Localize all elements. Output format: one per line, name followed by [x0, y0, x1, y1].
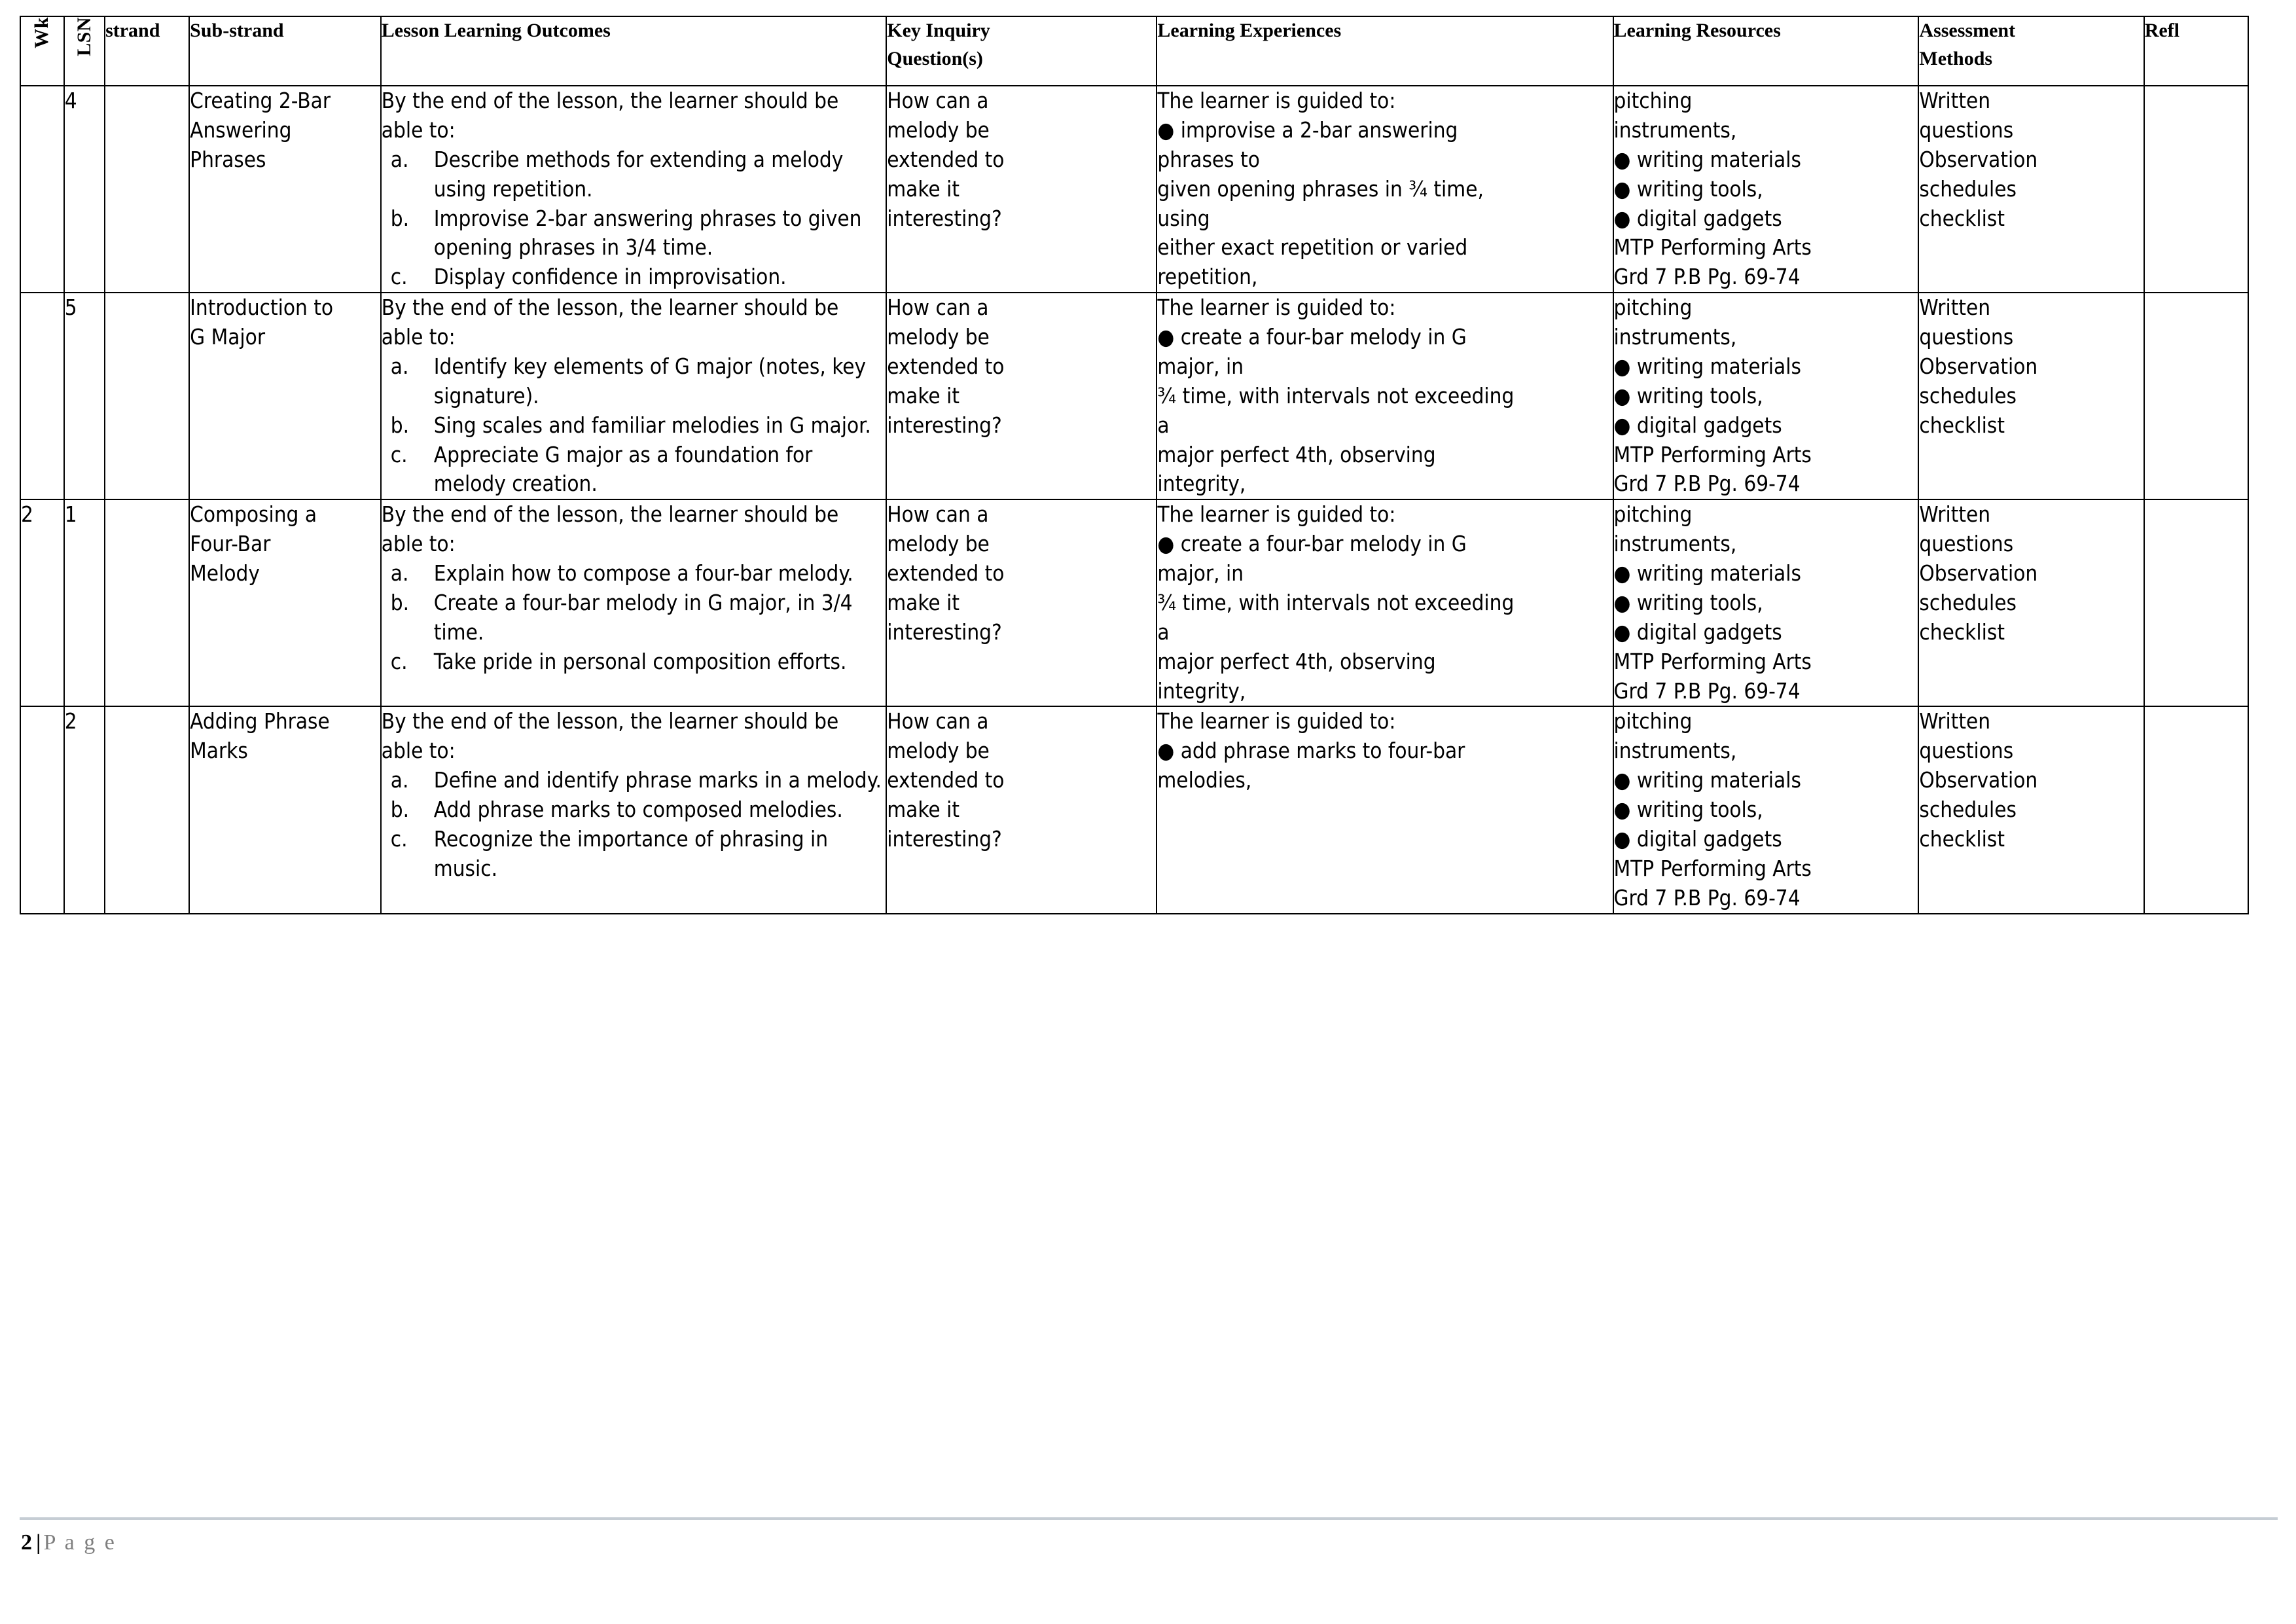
key-inquiry-line: melody be: [887, 531, 990, 557]
learning-resource-line: pitching: [1613, 295, 1693, 321]
learning-experience-line: major perfect 4th, observing: [1157, 441, 1436, 467]
learning-resource-line: MTP Performing Arts: [1613, 441, 1812, 467]
learning-experience-line: ● create a four-bar melody in G: [1157, 531, 1467, 557]
assessment-method-line: checklist: [1919, 619, 2005, 645]
column-header-assessment-methods: [1918, 16, 2144, 86]
assessment-method-line: questions: [1919, 117, 2014, 143]
learning-resource-line: pitching: [1613, 708, 1693, 734]
key-inquiry-line: melody be: [887, 117, 990, 143]
learning-resource-line: instruments,: [1613, 324, 1737, 350]
learning-experience-line: major perfect 4th, observing: [1157, 648, 1436, 674]
page-footer: [21, 1530, 117, 1555]
cell-lesson-number: 2: [64, 706, 105, 913]
key-inquiry-line: How can a: [887, 501, 989, 528]
column-header-assessment-line1: Assessment: [1919, 20, 2016, 41]
learning-experience-line: ¾ time, with intervals not exceeding: [1157, 589, 1515, 615]
assessment-method-line: Written: [1919, 295, 1991, 321]
learning-resource-line: instruments,: [1613, 117, 1737, 143]
cell-lesson-learning-outcomes: [381, 293, 886, 499]
learning-resource-line: ● writing materials: [1613, 767, 1801, 793]
column-header-sub-strand: Sub-strand: [189, 16, 381, 86]
learning-outcome-list: [382, 145, 886, 292]
learning-resource-line: ● writing tools,: [1613, 382, 1763, 408]
learning-experience-line: phrases to: [1157, 146, 1260, 172]
column-header-learning-experiences: Learning Experiences: [1157, 16, 1613, 86]
header-row: [20, 16, 2248, 86]
column-header-lsn: [64, 16, 105, 86]
column-header-refl: Refl: [2144, 16, 2248, 86]
cell-key-inquiry-question: [886, 293, 1157, 499]
key-inquiry-line: How can a: [887, 708, 989, 734]
learning-outcome-intro: By the end of the lesson, the learner should be able to:: [381, 295, 839, 350]
assessment-method-line: Written: [1919, 501, 1991, 528]
learning-outcome-text: Recognize the importance of phrasing in music.: [433, 825, 829, 881]
cell-week: [20, 706, 64, 913]
key-inquiry-line: interesting?: [887, 619, 1002, 645]
learning-experience-line: ● add phrase marks to four-bar: [1157, 738, 1465, 764]
table-row: [20, 706, 2248, 913]
learning-experience-line: a: [1157, 619, 1170, 645]
column-header-assessment-line2: Methods: [1919, 47, 1993, 69]
cell-lesson-number: 5: [64, 293, 105, 499]
learning-outcome-item: [382, 825, 886, 884]
learning-resource-line: instruments,: [1613, 531, 1737, 557]
learning-experience-line: ● create a four-bar melody in G: [1157, 324, 1467, 350]
learning-outcome-list: [382, 559, 886, 677]
learning-resource-line: Grd 7 P.B Pg. 69-74: [1613, 677, 1801, 704]
cell-assessment-methods: [1918, 499, 2144, 706]
assessment-method-line: Written: [1919, 708, 1991, 734]
learning-outcome-item: [382, 411, 886, 441]
cell-learning-resources: [1613, 499, 1919, 706]
learning-experience-line: integrity,: [1157, 677, 1246, 704]
learning-experience-line: major, in: [1157, 560, 1244, 586]
sub-strand-line: Creating 2-Bar: [190, 88, 331, 113]
learning-outcome-text: Identify key elements of G major (notes, key signature).: [433, 353, 867, 408]
footer-separator: |: [36, 1530, 41, 1555]
learning-outcome-item: [382, 559, 886, 588]
key-inquiry-line: extended to: [887, 560, 1005, 586]
learning-resource-line: ● writing materials: [1613, 560, 1801, 586]
key-inquiry-line: interesting?: [887, 205, 1002, 231]
cell-lesson-learning-outcomes: [381, 706, 886, 913]
learning-outcome-marker: a.: [390, 146, 409, 172]
table-body: [20, 86, 2248, 914]
assessment-method-line: Observation: [1919, 146, 2038, 172]
assessment-method-line: questions: [1919, 531, 2014, 557]
cell-refl: [2144, 706, 2248, 913]
key-inquiry-line: make it: [887, 382, 960, 408]
learning-outcome-list: [382, 352, 886, 499]
sub-strand-line: Composing a: [190, 501, 317, 528]
cell-refl: [2144, 293, 2248, 499]
key-inquiry-line: extended to: [887, 146, 1005, 172]
sub-strand-line: Marks: [190, 738, 248, 764]
cell-week: [20, 293, 64, 499]
cell-learning-experiences: [1157, 706, 1613, 913]
cell-sub-strand: [189, 293, 381, 499]
cell-learning-resources: [1613, 706, 1919, 913]
column-header-strand: strand: [105, 16, 189, 86]
learning-outcome-marker: b.: [390, 797, 410, 822]
learning-resource-line: Grd 7 P.B Pg. 69-74: [1613, 884, 1801, 911]
cell-week: [20, 86, 64, 293]
column-header-learning-resources: Learning Resources: [1613, 16, 1919, 86]
learning-experience-line: The learner is guided to:: [1157, 501, 1396, 528]
assessment-method-line: checklist: [1919, 205, 2005, 231]
learning-resource-line: MTP Performing Arts: [1613, 234, 1812, 261]
learning-resource-line: ● writing materials: [1613, 146, 1801, 172]
learning-outcome-item: [382, 352, 886, 411]
cell-learning-experiences: [1157, 86, 1613, 293]
cell-key-inquiry-question: [886, 86, 1157, 293]
learning-experience-line: given opening phrases in ¾ time,: [1157, 175, 1484, 202]
learning-outcome-intro: By the end of the lesson, the learner should be able to:: [381, 708, 839, 764]
cell-sub-strand: [189, 499, 381, 706]
cell-lesson-learning-outcomes: [381, 499, 886, 706]
column-header-key-inquiry-line2: Question(s): [887, 47, 983, 69]
learning-outcome-marker: b.: [390, 412, 410, 438]
assessment-method-line: questions: [1919, 324, 2014, 350]
learning-outcome-intro: By the end of the lesson, the learner should be able to:: [381, 88, 839, 143]
learning-outcome-item: [382, 441, 886, 499]
assessment-method-line: schedules: [1919, 382, 2017, 408]
learning-resource-line: Grd 7 P.B Pg. 69-74: [1613, 471, 1801, 497]
learning-outcome-text: Create a four-bar melody in G major, in 3/4 time.: [433, 589, 853, 645]
cell-week: 2: [20, 499, 64, 706]
assessment-method-line: Written: [1919, 88, 1991, 113]
learning-outcome-marker: c.: [390, 441, 408, 467]
key-inquiry-line: extended to: [887, 767, 1005, 793]
key-inquiry-line: How can a: [887, 88, 989, 113]
learning-experience-line: using: [1157, 205, 1210, 231]
learning-outcome-text: Add phrase marks to composed melodies.: [433, 797, 843, 822]
cell-strand: [105, 499, 189, 706]
cell-lesson-number: 1: [64, 499, 105, 706]
learning-resource-line: ● digital gadgets: [1613, 205, 1782, 231]
learning-outcome-text: Appreciate G major as a foundation for melody creation.: [433, 441, 813, 497]
key-inquiry-line: make it: [887, 175, 960, 202]
learning-outcome-item: [382, 766, 886, 795]
learning-outcome-text: Take pride in personal composition efforts.: [433, 648, 847, 674]
sub-strand-line: Phrases: [190, 146, 266, 172]
column-header-key-inquiry-line1: Key Inquiry: [887, 20, 990, 41]
learning-outcome-marker: a.: [390, 560, 409, 586]
table-header: [20, 16, 2248, 86]
learning-outcome-marker: c.: [390, 264, 408, 290]
learning-experience-line: The learner is guided to:: [1157, 88, 1396, 113]
learning-outcome-item: [382, 588, 886, 647]
learning-outcome-marker: c.: [390, 648, 408, 674]
cell-learning-resources: [1613, 293, 1919, 499]
key-inquiry-line: melody be: [887, 324, 990, 350]
learning-outcome-text: Explain how to compose a four-bar melody.: [433, 560, 853, 586]
learning-outcome-text: Describe methods for extending a melody using repetition.: [433, 146, 844, 202]
learning-outcome-text: Define and identify phrase marks in a melody.: [433, 767, 882, 793]
learning-experience-line: The learner is guided to:: [1157, 295, 1396, 321]
learning-outcome-marker: b.: [390, 205, 410, 231]
cell-sub-strand: [189, 86, 381, 293]
cell-strand: [105, 706, 189, 913]
learning-resource-line: instruments,: [1613, 738, 1737, 764]
sub-strand-line: Melody: [190, 560, 260, 586]
sub-strand-line: G Major: [190, 324, 266, 350]
learning-resource-line: ● writing tools,: [1613, 797, 1763, 822]
column-header-wk-label: Wk: [31, 17, 53, 48]
footer-page-label: P a g e: [43, 1530, 117, 1555]
cell-assessment-methods: [1918, 293, 2144, 499]
learning-experience-line: The learner is guided to:: [1157, 708, 1396, 734]
key-inquiry-line: interesting?: [887, 825, 1002, 852]
key-inquiry-line: make it: [887, 589, 960, 615]
learning-experience-line: ● improvise a 2-bar answering: [1157, 117, 1458, 143]
cell-refl: [2144, 86, 2248, 293]
learning-outcome-marker: c.: [390, 825, 408, 852]
cell-key-inquiry-question: [886, 499, 1157, 706]
learning-resource-line: pitching: [1613, 88, 1693, 113]
table-row: [20, 293, 2248, 499]
learning-outcome-list: [382, 766, 886, 884]
key-inquiry-line: interesting?: [887, 412, 1002, 438]
table-row: [20, 499, 2248, 706]
learning-outcome-item: [382, 204, 886, 263]
learning-resource-line: pitching: [1613, 501, 1693, 528]
assessment-method-line: Observation: [1919, 767, 2038, 793]
cell-learning-resources: [1613, 86, 1919, 293]
learning-resource-line: ● writing materials: [1613, 353, 1801, 379]
learning-resource-line: MTP Performing Arts: [1613, 648, 1812, 674]
cell-learning-experiences: [1157, 499, 1613, 706]
sub-strand-line: Adding Phrase: [190, 708, 330, 734]
key-inquiry-line: make it: [887, 797, 960, 822]
learning-outcome-item: [382, 262, 886, 292]
learning-experience-line: repetition,: [1157, 264, 1258, 290]
cell-assessment-methods: [1918, 86, 2144, 293]
cell-lesson-learning-outcomes: [381, 86, 886, 293]
learning-outcome-text: Sing scales and familiar melodies in G major.: [433, 412, 871, 438]
learning-experience-line: melodies,: [1157, 767, 1252, 793]
learning-outcome-item: [382, 145, 886, 204]
learning-outcome-item: [382, 647, 886, 677]
key-inquiry-line: How can a: [887, 295, 989, 321]
assessment-method-line: checklist: [1919, 825, 2005, 852]
learning-resource-line: ● writing tools,: [1613, 175, 1763, 202]
learning-experience-line: integrity,: [1157, 471, 1246, 497]
learning-outcome-text: Improvise 2-bar answering phrases to given opening phrases in 3/4 time.: [433, 205, 862, 261]
learning-experience-line: either exact repetition or varied: [1157, 234, 1468, 261]
learning-outcome-marker: b.: [390, 589, 410, 615]
learning-experience-line: a: [1157, 412, 1170, 438]
footer-page-number: 2: [21, 1530, 32, 1555]
learning-experience-line: major, in: [1157, 353, 1244, 379]
learning-resource-line: ● writing tools,: [1613, 589, 1763, 615]
assessment-method-line: Observation: [1919, 353, 2038, 379]
learning-resource-line: ● digital gadgets: [1613, 619, 1782, 645]
learning-outcome-item: [382, 795, 886, 825]
assessment-method-line: schedules: [1919, 797, 2017, 822]
assessment-method-line: Observation: [1919, 560, 2038, 586]
column-header-lesson-learning-outcomes: Lesson Learning Outcomes: [381, 16, 886, 86]
learning-outcome-marker: a.: [390, 767, 409, 793]
cell-strand: [105, 293, 189, 499]
footer-divider: [20, 1517, 2278, 1520]
learning-outcome-text: Display confidence in improvisation.: [433, 264, 787, 290]
table-row: [20, 86, 2248, 293]
cell-strand: [105, 86, 189, 293]
cell-key-inquiry-question: [886, 706, 1157, 913]
key-inquiry-line: extended to: [887, 353, 1005, 379]
learning-resource-line: Grd 7 P.B Pg. 69-74: [1613, 264, 1801, 290]
assessment-method-line: questions: [1919, 738, 2014, 764]
scheme-of-work-table: [20, 16, 2249, 914]
learning-resource-line: ● digital gadgets: [1613, 825, 1782, 852]
learning-outcome-marker: a.: [390, 353, 409, 379]
learning-resource-line: MTP Performing Arts: [1613, 855, 1812, 881]
sub-strand-line: Answering: [190, 117, 292, 143]
cell-refl: [2144, 499, 2248, 706]
learning-experience-line: ¾ time, with intervals not exceeding: [1157, 382, 1515, 408]
cell-assessment-methods: [1918, 706, 2144, 913]
cell-sub-strand: [189, 706, 381, 913]
column-header-key-inquiry-questions: [886, 16, 1157, 86]
sub-strand-line: Introduction to: [190, 295, 334, 321]
cell-learning-experiences: [1157, 293, 1613, 499]
key-inquiry-line: melody be: [887, 738, 990, 764]
column-header-wk: [20, 16, 64, 86]
assessment-method-line: schedules: [1919, 589, 2017, 615]
assessment-method-line: schedules: [1919, 175, 2017, 202]
learning-outcome-intro: By the end of the lesson, the learner should be able to:: [381, 501, 839, 557]
cell-lesson-number: 4: [64, 86, 105, 293]
learning-resource-line: ● digital gadgets: [1613, 412, 1782, 438]
sub-strand-line: Four-Bar: [190, 531, 271, 557]
column-header-lsn-label: LSN: [73, 17, 95, 56]
assessment-method-line: checklist: [1919, 412, 2005, 438]
